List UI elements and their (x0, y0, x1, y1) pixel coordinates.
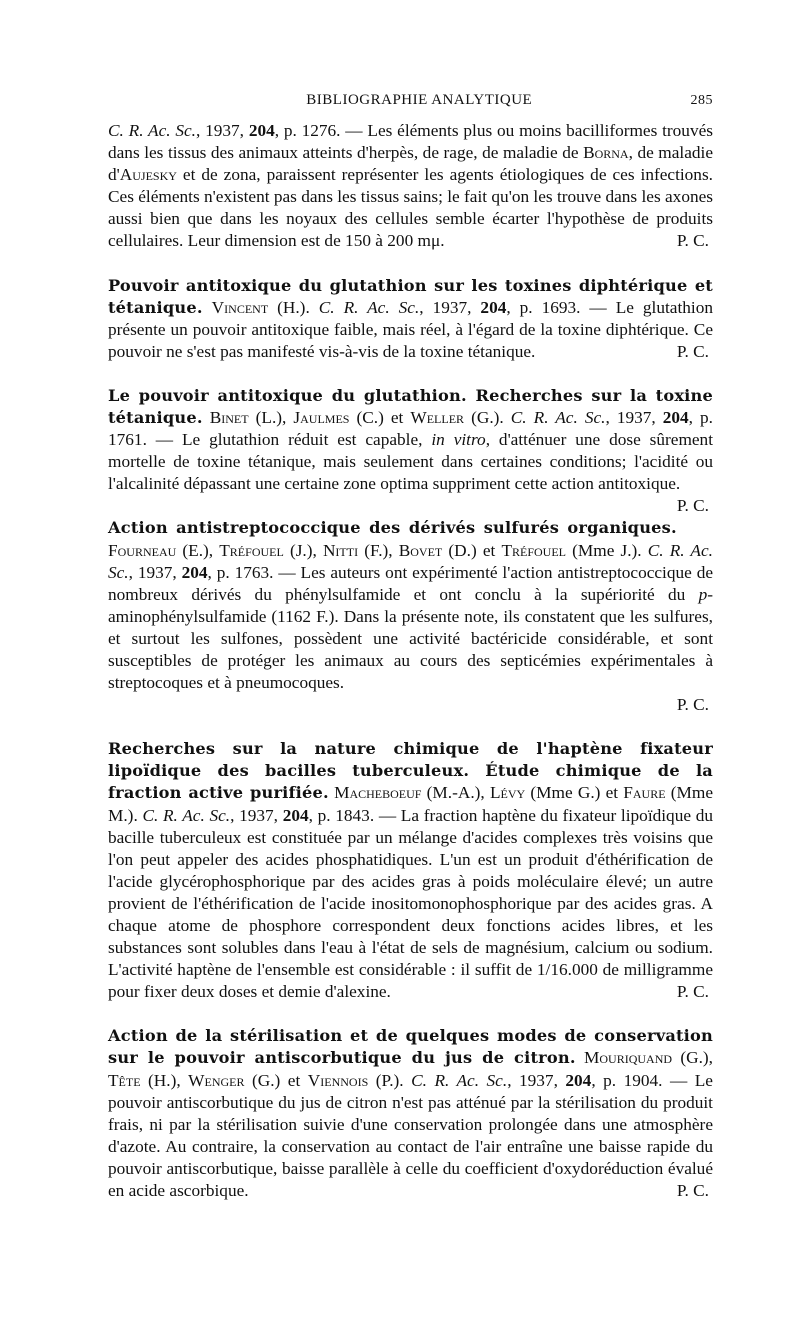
entry-title: Action de la stérilisation et de quelques modes de conservation sur le pouvoir antiscorbutique du jus de citron. (108, 1026, 713, 1068)
entry-title: Recherches sur la nature chimique de l'haptène fixateur lipoïdique des bacilles tuberculeux. Étude chimique de la fraction active purifiée. (108, 739, 713, 803)
signature: P. C. (676, 496, 709, 516)
author-name: Vincent (211, 297, 269, 317)
bibliography-entry: Recherches sur la nature chimique de l'haptène fixateur lipoïdique des bacilles tuberculeux. Étude chimique de la fraction active purifiée. Macheboeuf (M.-A.), Lévy (Mme G.) et Faure (Mme M.). C. R. Ac. Sc., 1937, 204, p. 1843. — La fraction haptène du fixateur lipoïdique du bacille tuberculeux est constituée par un mélange d'acides complexes très voisins que l'on peut appeler des acides phosphatidiques. L'un est un produit d'éthérification de l'acide glycérophosphorique par des acides gras à poids moléculaire élevé; un autre provient de l'éthérification de l'acide inositomonophosphorique par des acides gras. A chaque atome de phosphore correspondent deux fonctions acides libres, et les substances sont solubles dans l'eau à l'état de sels de magnésium, calcium ou sodium. L'activité haptène de l'ensemble est considérable : il suffit de 1/16.000 de milligramme pour fixer deux doses et demie d'alexine. P. C. (108, 738, 713, 1003)
volume: 204 (565, 1070, 592, 1090)
author-name: Jaulmes (293, 408, 350, 428)
author-name: Bovet (398, 540, 443, 560)
volume: 204 (181, 562, 208, 582)
author-name: Tréfouel (219, 540, 284, 560)
signature: P. C. (676, 341, 709, 361)
entry-title: Action antistreptococcique des dérivés sulfurés organiques. (108, 518, 677, 538)
author-name: Wenger (188, 1070, 245, 1090)
abstract-text: La fraction haptène du fixateur lipoïdique du bacille tuberculeux est constituée par un mélange d'acides complexes très voisins que l'on peut appeler des acides phosphatidiques. L'un est un produit d'éthérification de l'acide glycérophosphorique par des acides gras à poids moléculaire élevé; un autre provient de l'éthérification de l'acide inositomonophosphorique par des acides gras. A chaque atome de phosphore correspondent deux fonctions acides libres, et les substances sont solubles dans l'eau à l'état de sels de magnésium, calcium ou sodium. L'activité haptène de l'ensemble est considérable : il suffit de 1/16.000 de milligramme pour fixer deux doses et demie d'alexine. (108, 805, 713, 1002)
signature: P. C. (676, 1181, 709, 1201)
bibliography-entry: Action antistreptococcique des dérivés sulfurés organiques. Fourneau (E.), Tréfouel (J.), Nitti (F.), Bovet (D.) et Tréfouel (Mme J.). C. R. Ac. Sc., 1937, 204, p. 1763. — Les auteurs ont expérimenté l'action antistreptococcique de nombreux dérivés du phénylsulfamide et ont conclu à la supériorité du p-aminophénylsulfamide (1162 F.). Dans la présente note, ils constatent que les sulfures, et surtout les sulfones, possèdent une activité bactéricide considérable, et sont susceptibles de protéger les animaux au cours des septicémies expérimentales à streptocoques et à pneumocoques. P. C. (108, 517, 713, 716)
author-name: Mouriquand (584, 1048, 673, 1068)
volume: 204 (248, 121, 275, 140)
running-header (108, 92, 713, 114)
abstract-text: Le pouvoir antiscorbutique du jus de citron n'est pas atténué par la stérilisation du produit frais, ni par la stérilisation suivie d'une conservation prolongée dans une atmosphère d'azote. Au contraire, la conservation au contact de l'air entraîne une baisse rapide du pouvoir antiscorbutique, baisse parallèle à celle du coefficient d'oxydoréduction évalué en acide ascorbique. (108, 1070, 713, 1201)
journal-citation: C. R. Ac. Sc. (510, 408, 606, 428)
author-name: Macheboeuf (334, 783, 422, 803)
running-title: BIBLIOGRAPHIE ANALYTIQUE (306, 92, 533, 108)
abstract-text: Les auteurs ont expérimenté l'action antistreptococcique de nombreux dérivés du phénylsulfamide et ont conclu à la supériorité du (108, 562, 714, 604)
volume: 204 (480, 297, 507, 317)
volume: 204 (282, 805, 309, 825)
signature: P. C. (676, 231, 709, 251)
author-name: Aujesky (119, 165, 177, 185)
author-name: Borna (583, 143, 629, 163)
entry-title: Le pouvoir antitoxique du glutathion. Recherches sur la toxine tétanique. (108, 385, 713, 428)
bibliography-entry: Le pouvoir antitoxique du glutathion. Recherches sur la toxine tétanique. Binet (L.), Jaulmes (C.) et Weller (G.). C. R. Ac. Sc., 1937, 204, p. 1761. — Le glutathion réduit est capable, in vitro, d'atténuer une dose sûrement mortelle de toxine tétanique, mais seulement dans certaines conditions; l'acidité ou l'alcalinité dépassant une certaine zone optima suppriment cette action antitoxique. P. C. (108, 385, 713, 495)
journal-citation: C. R. Ac. Sc. (318, 297, 420, 317)
entry-title: Pouvoir antitoxique du glutathion sur les toxines diphtérique et tétanique. (108, 275, 713, 317)
journal-citation: C. R. Ac. Sc. (108, 121, 196, 140)
page-number: 285 (690, 93, 713, 108)
bibliography-entry: Action de la stérilisation et de quelques modes de conservation sur le pouvoir antiscorbutique du jus de citron. Mouriquand (G.), Tête (H.), Wenger (G.) et Viennois (P.). C. R. Ac. Sc., 1937, 204, p. 1904. — Le pouvoir antiscorbutique du jus de citron n'est pas atténué par la stérilisation du produit frais, ni par la stérilisation suivie d'une conservation prolongée dans une atmosphère d'azote. Au contraire, la conservation au contact de l'air entraîne une baisse rapide du pouvoir antiscorbutique, baisse parallèle à celle du coefficient d'oxydoréduction évalué en acide ascorbique. P. C. (108, 1025, 713, 1202)
abstract-text: Les éléments plus ou moins bacilliformes trouvés dans les tissus des animaux atteints d'herpès, de rage, de maladie de (108, 121, 713, 163)
volume: 204 (662, 408, 689, 428)
journal-citation: C. R. Ac. Sc. (108, 540, 713, 582)
author-name: Fourneau (108, 540, 177, 560)
signature: P. C. (676, 982, 709, 1002)
author-name: Weller (410, 408, 465, 428)
author-name: Tête (108, 1070, 141, 1090)
journal-citation: C. R. Ac. Sc. (142, 805, 231, 825)
author-name: Nitti (322, 540, 359, 560)
journal-citation: C. R. Ac. Sc. (411, 1070, 508, 1090)
author-name: Tréfouel (501, 540, 566, 560)
page (108, 92, 713, 1202)
bibliography-entry: Pouvoir antitoxique du glutathion sur les toxines diphtérique et tétanique. Vincent (H.). C. R. Ac. Sc., 1937, 204, p. 1693. — Le glutathion présente un pouvoir antitoxique faible, mais réel, à l'égard de la toxine diphtérique. Ce pouvoir ne s'est pas manifesté vis-à-vis de la toxine tétanique. P. C. (108, 275, 713, 363)
italic-term: in vitro (431, 430, 486, 450)
author-name: Lévy (489, 783, 526, 803)
italic-term: p (698, 584, 708, 604)
continued-abstract: C. R. Ac. Sc., 1937, 204, p. 1276. — Les éléments plus ou moins bacilliformes trouvés dans les tissus des animaux atteints d'herpès, de rage, de maladie de Borna, de maladie d'Aujesky et de zona, paraissent représenter les agents étiologiques de ces infections. Ces éléments n'existent pas dans les tissus sains; le fait qu'on les trouve dans les axones aussi bien que dans les noyaux des cellules semble écarter l'hypothèse de produits cellulaires. Leur dimension est de 150 à 200 mμ. P. C. (108, 120, 713, 253)
author-name: Faure (623, 783, 666, 803)
author-name: Viennois (307, 1070, 369, 1090)
signature: P. C. (676, 695, 709, 715)
author-name: Binet (209, 408, 249, 428)
abstract-text: Le glutathion réduit est capable, (181, 430, 432, 450)
abstract-text: Le glutathion présente un pouvoir antitoxique faible, mais réel, à l'égard de la toxine diphtérique. Ce pouvoir ne s'est pas manifesté vis-à-vis de la toxine tétanique. (108, 297, 713, 361)
